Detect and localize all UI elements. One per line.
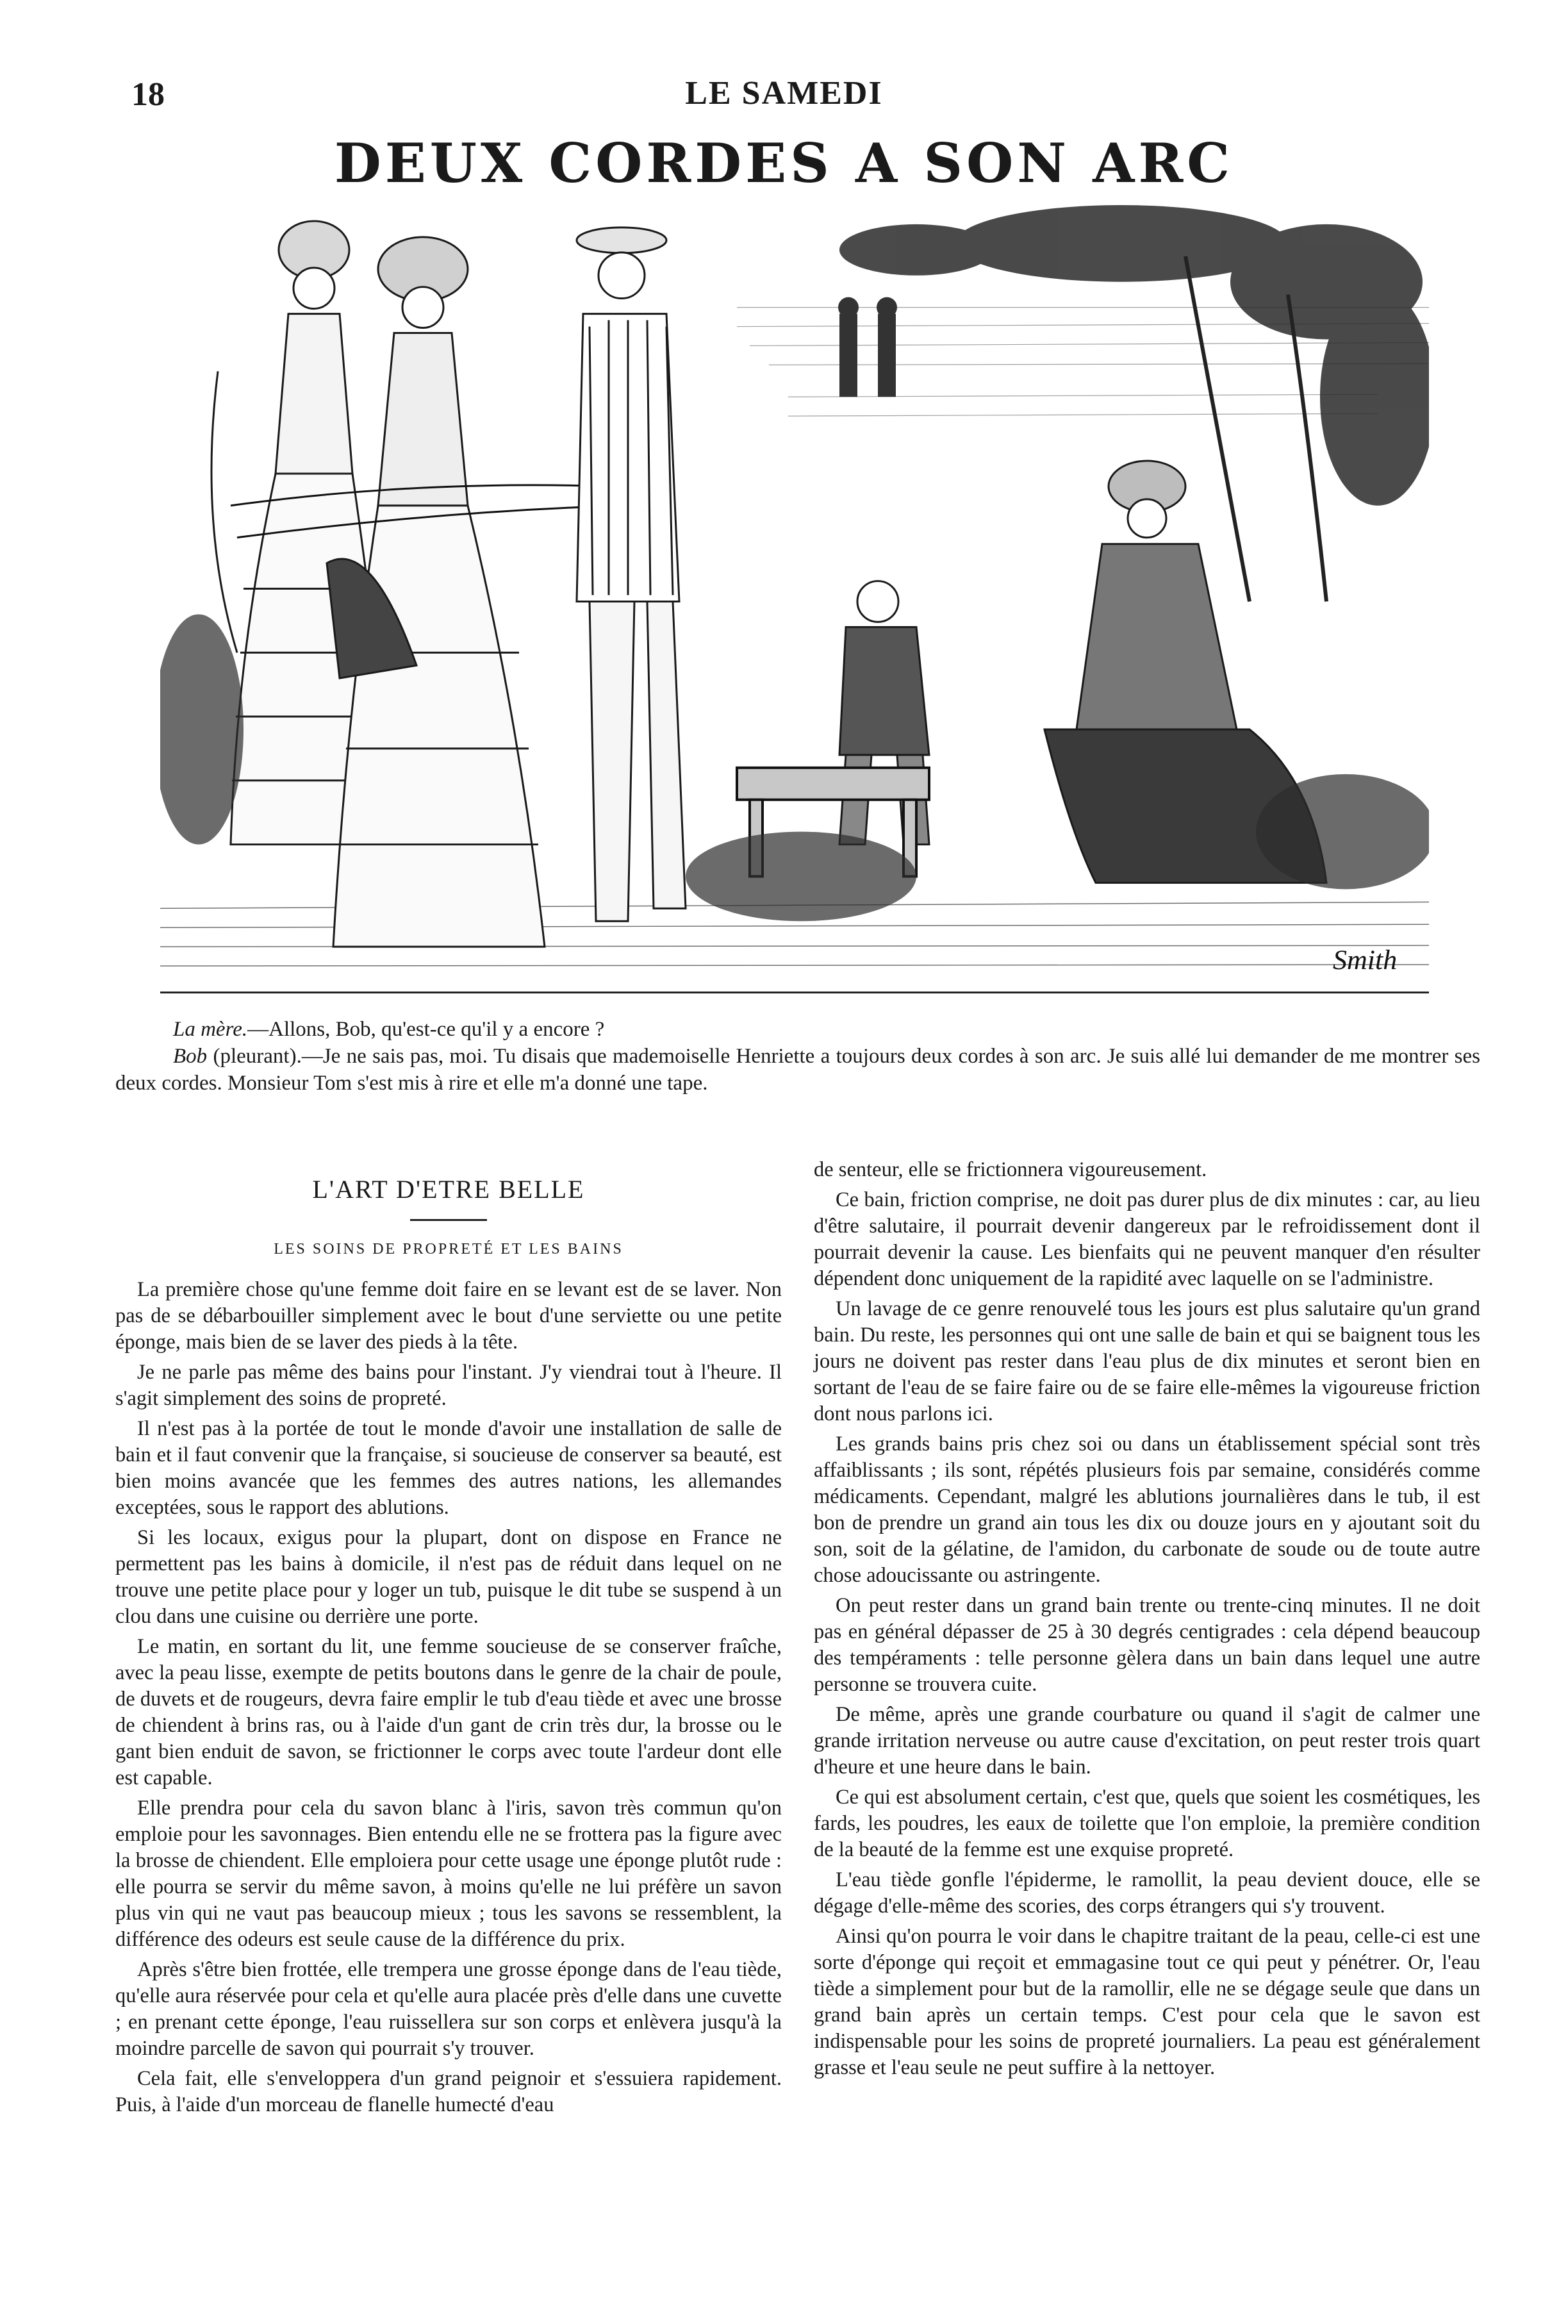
caption-speaker-mother: La mère. [173, 1018, 248, 1041]
caption-text-bob: (pleurant).—Je ne sais pas, moi. Tu disais que mademoiselle Henriette a toujours deux cordes à son arc. Je suis allé lui demander de me montrer ses deux cordes. Monsieur Tom s'est mis à rire et elle m'a donné une tape. [115, 1045, 1480, 1095]
paragraph: De même, après une grande courbature ou quand il s'agit de calmer une grande irritation nerveuse ou autre cause d'excitation, on peut rester trois quart d'heure et une heure dans le bain. [814, 1703, 1480, 1779]
paragraph: La première chose qu'une femme doit faire en se levant est de se laver. Non pas de se débarbouiller simplement avec le bout d'une serviette ou une petite éponge, mais bien de se laver des pieds à la tête. [115, 1278, 782, 1354]
title-rule [410, 1219, 487, 1221]
engraving-illustration [160, 205, 1429, 993]
paragraph: Les grands bains pris chez soi ou dans un établissement spécial sont très affaiblissants ; ils sont, répétés plusieurs fois par semaine, considérés comme médicaments. Cependant, malgré les ablutions journalières dans le tub, il est bon de prendre un grand ain tous les dix ou douze jours en y ajoutant soit du son, soit de la gélatine, de l'amidon, du carbonate de soude ou de toute autre chose adoucissante ou astringente. [814, 1432, 1480, 1587]
paragraph-continued: de senteur, elle se frictionnera vigoureusement. [814, 1158, 1207, 1181]
caption-line-bob [115, 1043, 1480, 1097]
caption-text-mother: —Allons, Bob, qu'est-ce qu'il y a encore ? [247, 1018, 605, 1041]
paragraph: L'eau tiède gonfle l'épiderme, le ramollit, la peau devient douce, elle se dégage d'elle-même des scories, des corps étrangers qui s'y trouvent. [814, 1868, 1480, 1918]
illustration-caption [115, 1016, 1480, 1097]
running-head: LE SAMEDI [685, 75, 883, 112]
paragraph: Ce qui est absolument certain, c'est que, quels que soient les cosmétiques, les fards, les poudres, les eaux de toilette que l'on emploie, la première condition de la beauté de la femme est une exquise propreté. [814, 1786, 1480, 1861]
page-number: 18 [131, 76, 165, 113]
article-column-left [115, 1170, 782, 2122]
artist-signature: Smith [1333, 944, 1398, 976]
paragraph: Si les locaux, exigus pour la plupart, dont on dispose en France ne permettent pas les bains à domicile, il n'est pas de réduit dans lequel on ne trouve une petite place pour y loger un tub, puisque le dit tube se suspend à un clou dans une cuisine ou derrière une porte. [115, 1526, 782, 1628]
paragraph: Le matin, en sortant du lit, une femme soucieuse de se conserver fraîche, avec la peau lisse, exempte de petits boutons dans le genre de la chair de poule, de duvets et de rougeurs, devra faire emplir le tub d'eau tiède et avec une brosse de chiendent à brins ras, ou à l'aide d'un gant de crin très dur, la brosse ou le gant bien enduit de savon, se frictionner le corps avec toute l'ardeur dont elle est capable. [115, 1635, 782, 1789]
paragraph: Je ne parle pas même des bains pour l'instant. J'y viendrai tout à l'heure. Il s'agit simplement des soins de propreté. [115, 1361, 782, 1410]
paragraph: Cela fait, elle s'enveloppera d'un grand peignoir et s'essuiera rapidement. Puis, à l'aide d'un morceau de flanelle humecté d'eau [115, 2067, 782, 2116]
article-title: L'ART D'ETRE BELLE [312, 1175, 585, 1204]
caption-speaker-bob: Bob [173, 1045, 208, 1068]
paragraph: Elle prendra pour cela du savon blanc à l'iris, savon très commun qu'on emploie pour les savonnages. Bien entendu elle ne se frottera pas la figure avec la brosse de chiendent. Elle emploiera pour cette usage une éponge plutôt rude : elle pourra se servir du même savon, à moins qu'elle ne lui préfère un savon plus vin qui ne vaut pas beaucoup mieux ; tous les savons se ressemblent, la différence des odeurs est seule cause de la différence du prix. [115, 1797, 782, 1951]
paragraph: Ainsi qu'on pourra le voir dans le chapitre traitant de la peau, celle-ci est une sorte d'éponge qui reçoit et emmagasine tout ce qui peut y pénétrer. Or, l'eau tiède a simplement pour but de la ramollir, elle ne se dégage seule que dans un grand bain après un certain temps. C'est pour cela que le savon est indispensable pour les soins de propreté journaliers. La peau est généralement grasse et l'eau seule ne peut suffire à la nettoyer. [814, 1925, 1480, 2079]
paragraph: On peut rester dans un grand bain trente ou trente-cinq minutes. Il ne doit pas en général dépasser de 25 à 30 degrés centigrades : cela dépend beaucoup des tempéraments : telle personne gèlera dans un bain dans lequel une autre personne se trouvera cuite. [814, 1594, 1480, 1696]
article-subtitle: LES SOINS DE PROPRETÉ ET LES BAINS [274, 1241, 623, 1257]
paragraph: Un lavage de ce genre renouvelé tous les jours est plus salutaire qu'un grand bain. Du reste, les personnes qui ont une salle de bain et qui se baignent tous les jours ne doivent pas rester dans l'eau plus de dix minutes et seront bien en sortant de l'eau de se faire faire ou de se faire elle-mêmes la vigoureuse friction dont nous parlons ici. [814, 1297, 1480, 1425]
paragraph: Ce bain, friction comprise, ne doit pas durer plus de dix minutes : car, au lieu d'être salutaire, il pourrait devenir dangereux par le refroidissement dont il pourrait devenir la cause. Les bienfaits qui ne peuvent manquer d'en résulter dépendent donc uniquement de la rapidité avec laquelle on se l'administre. [814, 1188, 1480, 1290]
paragraph: Il n'est pas à la portée de tout le monde d'avoir une installation de salle de bain et il faut convenir que la française, si soucieuse de conserver sa beauté, est bien moins avancée que les femmes des autres nations, les allemandes exceptées, sous le rapport des ablutions. [115, 1417, 782, 1519]
engraving-drawing [160, 205, 1429, 992]
illustration-title: DEUX CORDES A SON ARC [334, 131, 1234, 195]
article-column-right [814, 1157, 1480, 2085]
paragraph: Après s'être bien frottée, elle trempera une grosse éponge dans de l'eau tiède, qu'elle aura réservée pour cela et qu'elle aura placée près d'elle dans une cuvette ; en prenant cette éponge, l'eau ruissellera sur son corps et enlèvera jusqu'à la moindre parcelle de savon qui pourrait s'y trouver. [115, 1958, 782, 2060]
caption-line-mother [115, 1016, 1480, 1043]
